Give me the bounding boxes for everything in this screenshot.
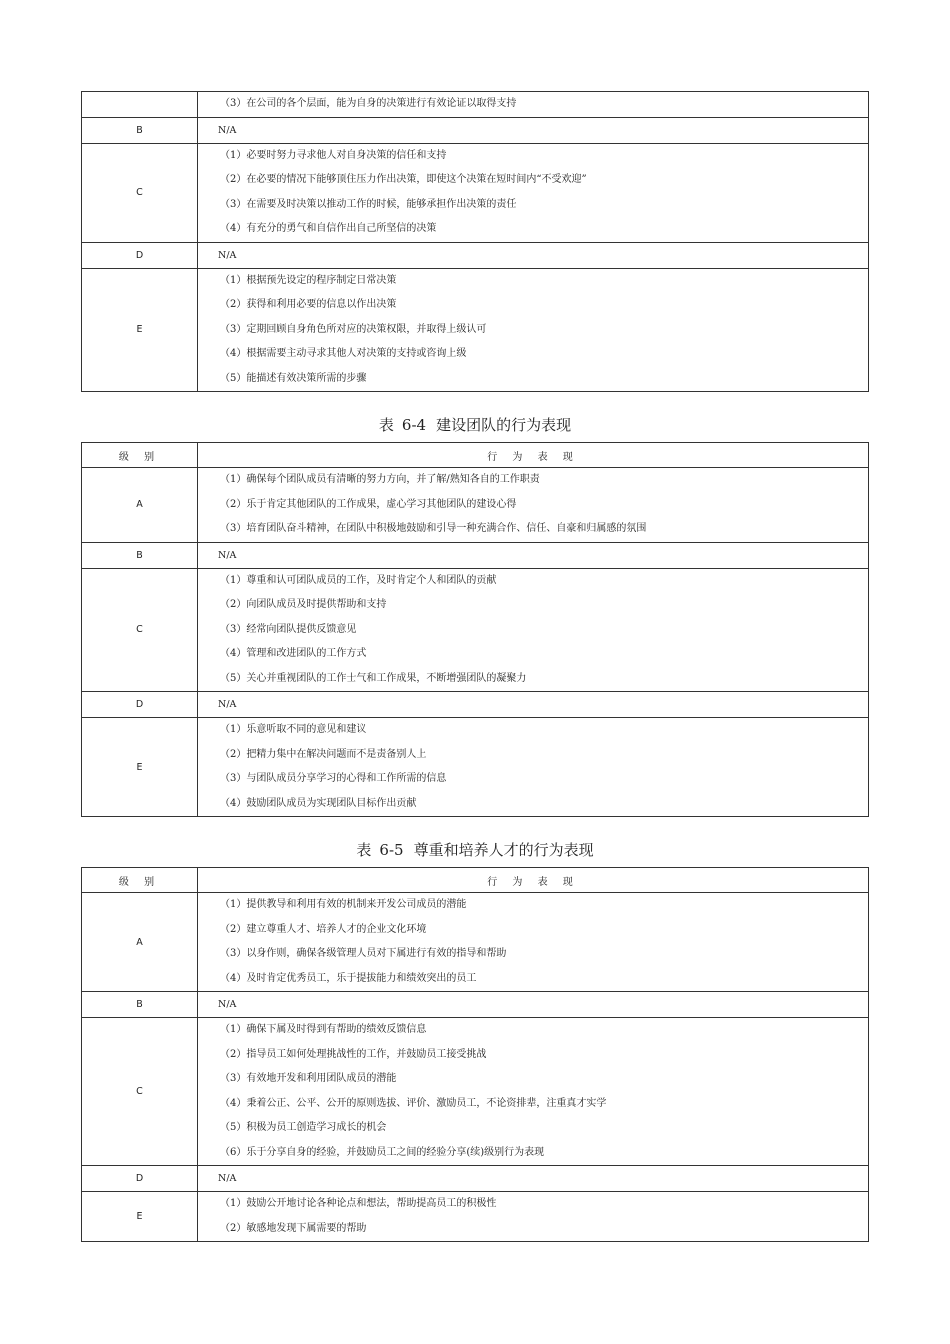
behavior-item: （2）建立尊重人才、培养人才的企业文化环境 [220,923,427,935]
behavior-cell [198,568,869,692]
level-cell: E [82,268,198,392]
behavior-item: （6）乐于分享自身的经验，并鼓励员工之间的经验分享(续)级别行为表现 [220,1146,545,1158]
level-cell: C [82,1018,198,1166]
behavior-item: （3）定期回顾自身角色所对应的决策权限，并取得上级认可 [220,323,487,335]
behavior-item: （2）向团队成员及时提供帮助和支持 [220,599,387,610]
behavior-cell [198,1018,869,1166]
level-cell: A [82,893,198,992]
behavior-cell [198,1192,869,1242]
table-talent-development-body [82,868,869,1242]
behavior-item: （1）确保下属及时得到有帮助的绩效反馈信息 [220,1024,427,1035]
caption-prefix: 表 [356,841,372,859]
level-cell: E [82,1192,198,1242]
behavior-item: （4）管理和改进团队的工作方式 [220,648,367,659]
behavior-cell [198,893,869,992]
behavior-item: （2）指导员工如何处理挑战性的工作，并鼓励员工接受挑战 [220,1048,487,1060]
table-row [82,542,869,568]
behavior-cell [198,92,869,118]
behavior-item: （1）确保每个团队成员有清晰的努力方向，并了解/熟知各自的工作职责 [220,474,540,485]
table-row [82,1166,869,1192]
behavior-item: （1）必要时努力寻求他人对自身决策的信任和支持 [220,149,447,161]
behavior-item: （5）积极为员工创造学习成长的机会 [220,1122,387,1133]
table-row [82,468,869,543]
level-cell: C [82,143,198,242]
level-cell: D [82,692,198,718]
behavior-na: N/A [198,242,869,268]
document-page [81,91,869,1242]
table-header-row [82,868,869,893]
behavior-item: （3）经常向团队提供反馈意见 [220,623,357,635]
behavior-item: （4）根据需要主动寻求其他人对决策的支持或咨询上级 [220,348,467,359]
table-row [82,117,869,143]
behavior-item: （3）培育团队奋斗精神，在团队中积极地鼓励和引导一种充满合作、信任、自豪和归属感的氛围 [220,523,647,534]
header-behavior: 行 为 表 现 [198,443,869,468]
table-talent-development [81,867,869,1242]
behavior-cell [198,143,869,242]
table-team-building [81,442,869,817]
behavior-item: （5）能描述有效决策所需的步骤 [220,372,367,384]
behavior-item: （4）鼓励团队成员为实现团队目标作出贡献 [220,797,417,809]
behavior-item: （3）有效地开发和利用团队成员的潜能 [220,1073,397,1084]
behavior-item: （4）及时肯定优秀员工，乐于提拔能力和绩效突出的员工 [220,972,477,984]
behavior-item: （1）尊重和认可团队成员的工作，及时肯定个人和团队的贡献 [220,574,497,586]
table-row [82,568,869,692]
behavior-na: N/A [198,117,869,143]
table-row [82,992,869,1018]
table-decision-body [82,92,869,392]
behavior-item: （4）有充分的勇气和自信作出自己所坚信的决策 [220,223,437,234]
behavior-item: （2）获得和利用必要的信息以作出决策 [220,299,397,310]
table-row [82,268,869,392]
spacer [81,392,869,406]
behavior-item: （3）与团队成员分享学习的心得和工作所需的信息 [220,773,447,784]
table-row [82,718,869,817]
level-cell [82,92,198,118]
spacer [81,817,869,831]
level-cell: C [82,568,198,692]
behavior-na: N/A [198,992,869,1018]
table-row [82,893,869,992]
table-row [82,692,869,718]
level-cell: A [82,468,198,543]
caption-prefix: 表 [378,416,394,434]
caption-title: 建设团队的行为表现 [436,416,572,434]
table-decision [81,91,869,392]
behavior-item: （3）在需要及时决策以推动工作的时候，能够承担作出决策的责任 [220,198,517,210]
table-row [82,92,869,118]
header-behavior: 行 为 表 现 [198,868,869,893]
caption-number: 6-5 [379,841,404,859]
level-cell: B [82,117,198,143]
level-cell: B [82,992,198,1018]
behavior-na: N/A [198,1166,869,1192]
table-team-building-body [82,443,869,817]
table-row [82,143,869,242]
behavior-cell [198,468,869,543]
table-row [82,1192,869,1242]
caption-table-6-5 [81,831,869,867]
caption-number: 6-4 [401,416,427,434]
behavior-item: （2）敏感地发现下属需要的帮助 [220,1222,367,1234]
behavior-item: （3）以身作则，确保各级管理人员对下属进行有效的指导和帮助 [220,948,507,959]
behavior-cell [198,718,869,817]
behavior-na: N/A [198,692,869,718]
behavior-item: （1）根据预先设定的程序制定日常决策 [220,274,397,286]
behavior-na: N/A [198,542,869,568]
behavior-item: （1）鼓励公开地讨论各种论点和想法，帮助提高员工的积极性 [220,1198,497,1209]
table-row [82,1018,869,1166]
level-cell: D [82,1166,198,1192]
header-level: 级 别 [82,443,198,468]
behavior-item: （3）在公司的各个层面，能为自身的决策进行有效论证以取得支持 [220,98,517,109]
caption-title: 尊重和培养人才的行为表现 [413,841,594,859]
behavior-item: （2）乐于肯定其他团队的工作成果，虚心学习其他团队的建设心得 [220,498,517,510]
behavior-cell [198,268,869,392]
behavior-item: （1）乐意听取不同的意见和建议 [220,724,367,735]
behavior-item: （1）提供教导和利用有效的机制来开发公司成员的潜能 [220,899,467,910]
behavior-item: （4）秉着公正、公平、公开的原则选拔、评价、激励员工，不论资排辈，注重真才实学 [220,1097,607,1109]
behavior-item: （2）在必要的情况下能够顶住压力作出决策，即使这个决策在短时间内“不受欢迎” [220,174,587,185]
level-cell: D [82,242,198,268]
header-level: 级 别 [82,868,198,893]
table-row [82,242,869,268]
behavior-item: （2）把精力集中在解决问题而不是责备别人上 [220,748,427,760]
level-cell: E [82,718,198,817]
caption-table-6-4 [81,406,869,442]
behavior-item: （5）关心并重视团队的工作士气和工作成果，不断增强团队的凝聚力 [220,672,527,684]
level-cell: B [82,542,198,568]
table-header-row [82,443,869,468]
